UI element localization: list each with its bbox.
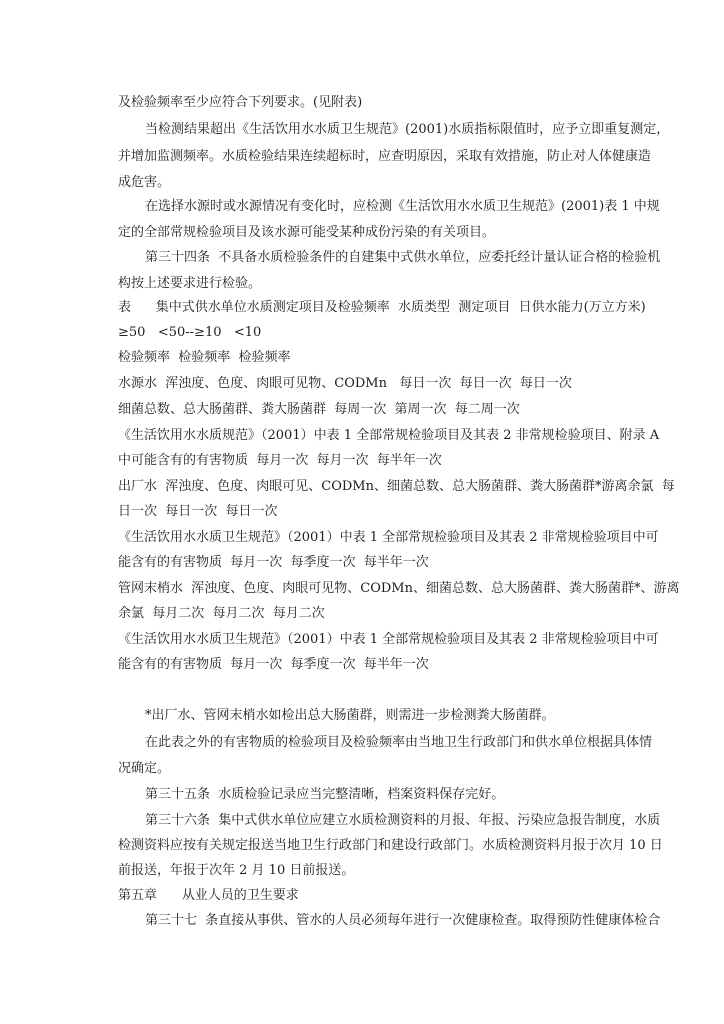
table-row-source-water-line-1: 水源水 浑浊度、色度、肉眼可见物、CODMn 每日一次 每日一次 每日一次 — [118, 376, 572, 391]
article-37-line-1: 第三十七 条直接从事供、管水的人员必须每年进行一次健康检查。取得预防性健康体检合 — [145, 913, 661, 928]
other-substances-paragraph-line-2: 况确定。 — [118, 761, 171, 776]
table-caption: 表 集中式供水单位水质测定项目及检验频率 水质类型 测定项目 日供水能力(万立方米) — [118, 300, 646, 315]
source-change-paragraph-line-2: 定的全部常规检验项目及该水源可能受某种成份污染的有关项目。 — [118, 225, 496, 240]
article-34-line-1: 第三十四条 不具备水质检验条件的自建集中式供水单位，应委托经计量认证合格的检验机 — [145, 250, 661, 265]
table-row-plant-water-line-2: 日一次 每日一次 每日一次 — [118, 504, 278, 519]
table-capacity-header: ≥50 <50--≥10 <10 — [118, 325, 262, 340]
table-row-plant-water-line-3: 《生活饮用水水质卫生规范》（2001）中表 1 全部常规检验项目及其表 2 非常规检验项目中可 — [118, 530, 659, 545]
exceedance-paragraph-line-1: 当检测结果超出《生活饮用水水质卫生规范》(2001)水质指标限值时，应予立即重复测定， — [145, 122, 670, 137]
table-row-plant-water-line-4: 能含有的有害物质 每月一次 每季度一次 每半年一次 — [118, 555, 429, 570]
chapter-5-heading: 第五章 从业人员的卫生要求 — [118, 888, 299, 903]
table-row-source-water-line-2: 细菌总数、总大肠菌群、粪大肠菌群 每周一次 第周一次 每二周一次 — [118, 402, 520, 417]
article-35-line: 第三十五条 水质检验记录应当完整清晰，档案资料保存完好。 — [145, 787, 505, 802]
exceedance-paragraph-line-3: 成危害。 — [118, 175, 171, 190]
article-36-line-3: 前报送，年报于次年 2 月 10 日前报送。 — [118, 863, 355, 878]
table-frequency-header: 检验频率 检验频率 检验频率 — [118, 350, 291, 365]
table-row-network-water-line-1: 管网末梢水 浑浊度、色度、肉眼可见物、CODMn、细菌总数、总大肠菌群、粪大肠菌群*、游离 — [118, 581, 680, 596]
source-change-paragraph-line-1: 在选择水源时或水源情况有变化时，应检测《生活饮用水水质卫生规范》(2001)表 1 中规 — [145, 199, 660, 214]
table-row-network-water-line-3: 《生活饮用水水质卫生规范》（2001）中表 1 全部常规检验项目及其表 2 非常规检验项目中可 — [118, 632, 659, 647]
article-34-line-2: 构按上述要求进行检验。 — [118, 276, 262, 291]
table-row-source-water-line-4: 中可能含有的有害物质 每月一次 每月一次 每半年一次 — [118, 453, 442, 468]
exceedance-paragraph-line-2: 并增加监测频率。水质检验结果连续超标时，应查明原因，采取有效措施，防止对人体健康造 — [118, 149, 652, 164]
article-36-line-2: 检测资料应按有关规定报送当地卫生行政部门和建设行政部门。水质检测资料月报于次月 10 日 — [118, 838, 663, 853]
table-row-plant-water-line-1: 出厂水 浑浊度、色度、肉眼可见、CODMn、细菌总数、总大肠菌群、粪大肠菌群*游离余氯 每 — [118, 479, 675, 494]
other-substances-paragraph-line-1: 在此表之外的有害物质的检验项目及检验频率由当地卫生行政部门和供水单位根据具体情 — [145, 735, 653, 750]
table-row-network-water-line-4: 能含有的有害物质 每月一次 每季度一次 每半年一次 — [118, 657, 429, 672]
table-row-network-water-line-2: 余氯 每月二次 每月二次 每月二次 — [118, 606, 325, 621]
table-row-source-water-line-3: 《生活饮用水水质规范》（2001）中表 1 全部常规检验项目及其表 2 非常规检验项目、附录 A — [118, 428, 660, 443]
table-footnote: *出厂水、管网末梢水如检出总大肠菌群，则需进一步检测粪大肠菌群。 — [145, 708, 555, 723]
intro-continuation-line: 及检验频率至少应符合下列要求。(见附表) — [118, 95, 363, 110]
article-36-line-1: 第三十六条 集中式供水单位应建立水质检测资料的月报、年报、污染应急报告制度，水质 — [145, 813, 661, 828]
